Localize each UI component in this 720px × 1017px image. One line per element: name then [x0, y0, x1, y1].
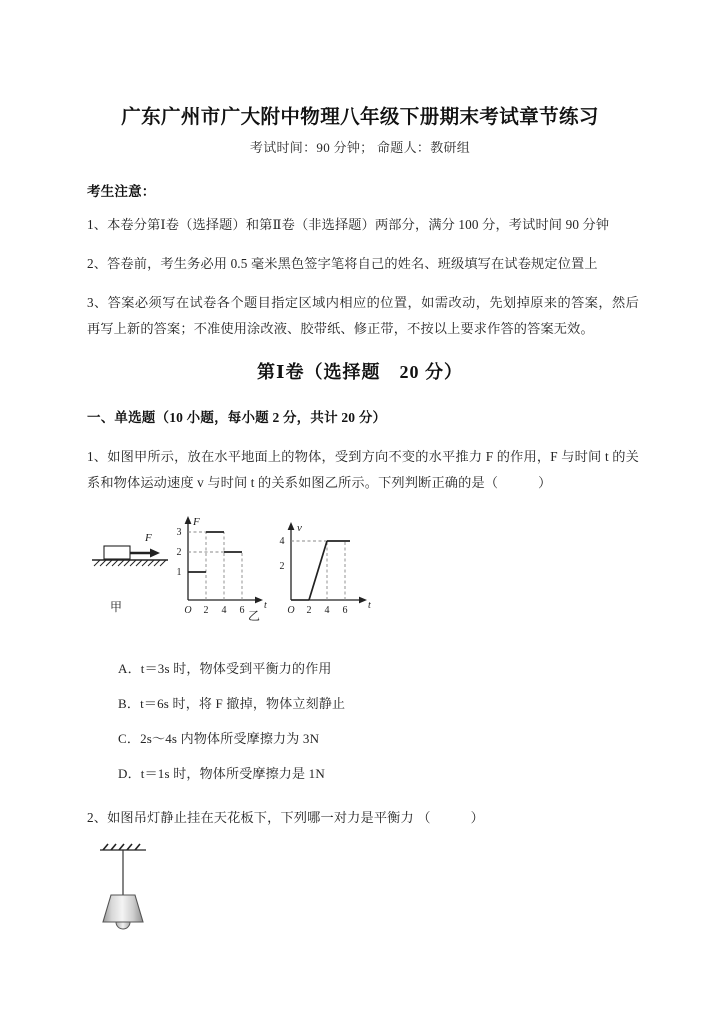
svg-text:F: F — [145, 532, 152, 544]
figure-label-jia: 甲 — [110, 600, 123, 614]
svg-text:4: 4 — [324, 605, 330, 616]
svg-text:1: 1 — [176, 567, 182, 578]
question-1-stem: 1、如图甲所示，放在水平地面上的物体，受到方向不变的水平推力 F 的作用，F 与时间 t 的关系和物体运动速度 v 与时间 t 的关系如图乙所示。下列判断正确的是（ ） — [87, 449, 639, 490]
svg-text:3: 3 — [176, 527, 182, 538]
svg-text:2: 2 — [306, 605, 312, 616]
block-on-ground-diagram — [92, 532, 168, 566]
notice-heading: 考生注意： — [87, 184, 156, 199]
svg-text:F: F — [193, 516, 200, 528]
question-1-figure — [88, 512, 388, 624]
notice-item-1: 1、本卷分第Ⅰ卷（选择题）和第Ⅱ卷（非选择题）两部分，满分 100 分，考试时间 90 分钟 — [87, 217, 610, 232]
velocity-time-graph — [280, 522, 372, 616]
ceiling-line — [100, 844, 146, 850]
question-1-option-c: C．2s～4s 内物体所受摩擦力为 3N — [118, 731, 320, 746]
svg-text:6: 6 — [239, 605, 245, 616]
svg-text:4: 4 — [221, 605, 227, 616]
paper-one-heading: 第Ⅰ卷（选择题 20 分） — [257, 362, 463, 382]
question-2-stem: 2、如图吊灯静止挂在天花板下，下列哪一对力是平衡力 （ ） — [87, 810, 484, 825]
svg-text:O: O — [184, 605, 192, 616]
svg-text:4: 4 — [279, 536, 285, 547]
question-2-figure — [86, 838, 176, 938]
lamp-bulb — [116, 922, 130, 929]
lamp-shade — [103, 895, 143, 922]
force-time-graph — [177, 516, 268, 616]
exam-meta-subtitle: 考试时间：90 分钟； 命题人：教研组 — [249, 140, 471, 155]
question-1-option-b: B．t＝6s 时，将 F 撤掉，物体立刻静止 — [118, 696, 346, 711]
notice-item-2: 2、答卷前，考生务必用 0.5 毫米黑色签字笔将自己的姓名、班级填写在试卷规定位置上 — [87, 256, 598, 271]
svg-text:O: O — [287, 605, 295, 616]
svg-text:2: 2 — [176, 547, 182, 558]
single-choice-heading: 一、单选题（10 小题，每小题 2 分，共计 20 分） — [87, 410, 387, 425]
svg-text:2: 2 — [203, 605, 209, 616]
svg-text:2: 2 — [279, 561, 285, 572]
svg-text:t: t — [368, 600, 371, 611]
svg-text:6: 6 — [342, 605, 348, 616]
question-1-option-a: A．t＝3s 时，物体受到平衡力的作用 — [118, 661, 332, 676]
page-title: 广东广州市广大附中物理八年级下册期末考试章节练习 — [121, 107, 599, 128]
svg-text:v: v — [297, 522, 302, 534]
question-1-option-d: D．t＝1s 时，物体所受摩擦力是 1N — [118, 766, 325, 781]
notice-item-3: 3、答案必须写在试卷各个题目指定区域内相应的位置，如需改动，先划掉原来的答案，然后再写上新的答案；不准使用涂改液、胶带纸、修正带，不按以上要求作答的答案无效。 — [87, 295, 639, 336]
svg-text:t: t — [264, 600, 267, 611]
figure-label-yi: 乙 — [248, 609, 261, 623]
